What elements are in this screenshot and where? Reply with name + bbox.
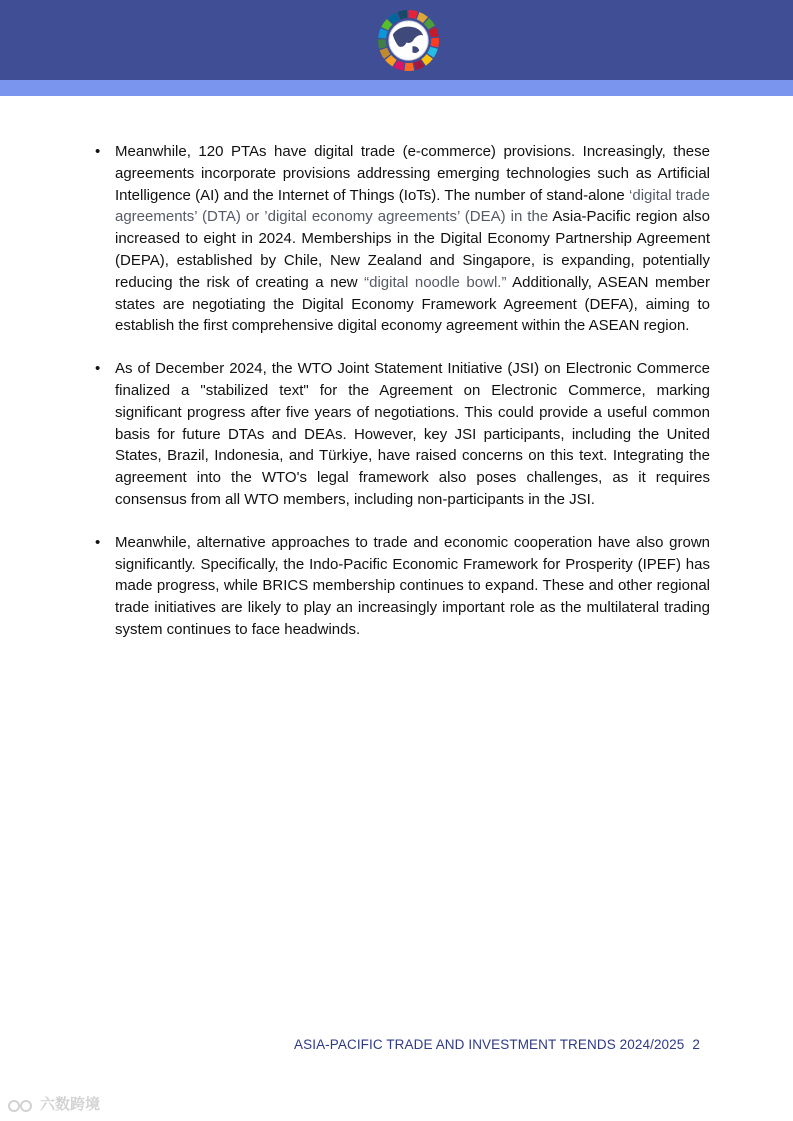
page-footer — [200, 1037, 700, 1052]
footer-title: ASIA-PACIFIC TRADE AND INVESTMENT TRENDS 2024/2025 — [294, 1037, 685, 1052]
text-segment: Meanwhile, 120 PTAs have digital trade (e-commerce) provisions. Increasingly, these agreements incorporate provisions addressing emerging technologies such as Artificial Intelligence (AI) and the Internet of Things (IoTs). The number of stand-alone — [115, 143, 710, 204]
bullet-marker: • — [95, 360, 101, 378]
logo-ring-segment — [378, 28, 388, 38]
bullet-paragraph — [115, 141, 710, 337]
bullet-item-alternative-approaches — [95, 532, 710, 641]
bullet-paragraph — [115, 358, 710, 511]
logo-ring-segment — [394, 60, 405, 70]
logo-ring-segment — [404, 63, 414, 71]
logo-ring-segment — [431, 38, 439, 48]
text-segment: As of December 2024, the WTO Joint Statement Initiative (JSI) on Electronic Commerce finalized a "stabilized text" for the Agreement on Electronic Commerce, marking significant progress after five years of negotiations. This could provide a useful common basis for future DTAs and DEAs. However, key JSI participants, including the United States, Brazil, Indonesia, and Türkiye, have raised concerns on this text. Integrating the agreement into the WTO's legal framework also poses challenges, as it requires consensus from all WTO members, including non-participants in the JSI. — [115, 360, 710, 508]
watermark-text: 六数跨境 — [40, 1096, 101, 1113]
page-content — [95, 141, 710, 662]
text-segment-gray: ‘digital trade agreements’ (DTA) or ’digital economy agreements’ (DEA) in the — [115, 186, 710, 226]
watermark-logo-icon — [8, 1098, 36, 1114]
bullet-paragraph — [115, 532, 710, 641]
bullet-marker: • — [95, 143, 101, 160]
text-segment: Additionally, ASEAN member states are negotiating the Digital Economy Framework Agreement (DEFA), aiming to establish the first comprehensive digital economy agreement within the ASEAN region. — [115, 273, 710, 335]
bullet-item-digital-trade — [95, 141, 710, 337]
bullet-item-wto-jsi — [95, 358, 710, 511]
logo-ring-segment — [397, 10, 407, 19]
logo-ring-segment — [429, 27, 439, 37]
text-segment-gray: “digital noodle bowl.” — [364, 273, 507, 291]
header-bar — [0, 0, 793, 80]
header-stripe — [0, 80, 793, 96]
logo-ring-segment — [378, 39, 387, 49]
bullet-marker: • — [95, 533, 101, 551]
text-segment: Asia-Pacific region also increased to eight in 2024. Memberships in the Digital Economy Partnership Agreement (DEPA), established by Chile, New Zealand and Singapore, is expanding, potentially reducing the risk of creating a new — [115, 208, 710, 291]
page-number: 2 — [692, 1037, 700, 1052]
watermark — [8, 1095, 118, 1115]
logo-ring-segment — [409, 10, 419, 19]
text-segment: Meanwhile, alternative approaches to trade and economic cooperation have also grown significantly. Specifically, the Indo-Pacific Economic Framework for Prosperity (IPEF) has made progress, while BRICS membership continues to expand. These and other regional trade initiatives are likely to play an increasingly important role as the multilateral trading system continues to face headwinds. — [115, 533, 710, 638]
sdg-globe-logo-icon — [377, 9, 440, 72]
